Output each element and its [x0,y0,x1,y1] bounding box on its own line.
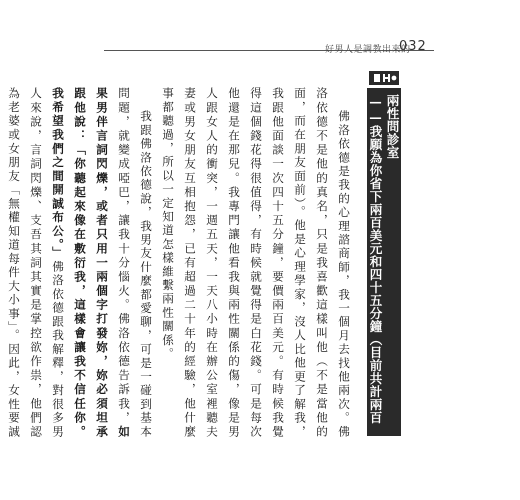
body-text [7,87,355,439]
paragraph-1: 佛洛依德是我的心理諮商師，我一個月去找他兩次。佛洛依德不是他的真名，只是我喜歡這樣叫他（不是當他的面，而在朋友面前）。他是心理學家，沒人比他更了解我，我跟他面談一次四十五分鐘，要價兩百美元。有時候我覺得這個錢花得很值得，有時候就覺得是白花錢。可是每次他還是在那兒。我專門讓他看我與兩性關係的傷，像是男人跟女人的衝突，一週五天，一天八小時在辦公室裡聽夫妻或男女朋友互相抱怨，已有超過二十年的經驗，他什麼事都聽過，所以一定知道怎樣維繫兩性關係。 [161,87,351,439]
paragraph-2 [0,87,157,439]
section-subtitle: ——我願為你省下兩百美元和四十五分鐘（目前共計兩百美元） [351,94,383,424]
clinic-logo-icon [365,70,403,86]
section-title-bar [351,88,401,436]
paragraph-2-emphasis: 如果男伴言詞閃爍，或者只用一兩個字打發妳，妳必須坦承跟他說：「你聽起來像在敷衍我，這樣會讓我不信任你。我希望我們之間開誠布公。」 [51,87,131,439]
paragraph-2-lead: 我跟佛洛依德說，我男友什麼都愛聊，可是一碰到基本問題，就變成啞巴，讓我十分惱火。佛洛依德告訴我， [117,87,153,439]
page-number: 032 [399,39,427,54]
page-header [0,34,520,62]
running-title: 好男人是調教出來的 [325,45,411,55]
section-title: 兩性問診室 [385,94,400,159]
paragraph-2-tail: 佛洛依德跟我解釋，對很多男人來說，言詞閃爍、支吾其詞其實是掌控欲作祟，他們認為老婆或女朋友「無權知道每件大小事」。因此，女性要誠 [7,87,65,439]
